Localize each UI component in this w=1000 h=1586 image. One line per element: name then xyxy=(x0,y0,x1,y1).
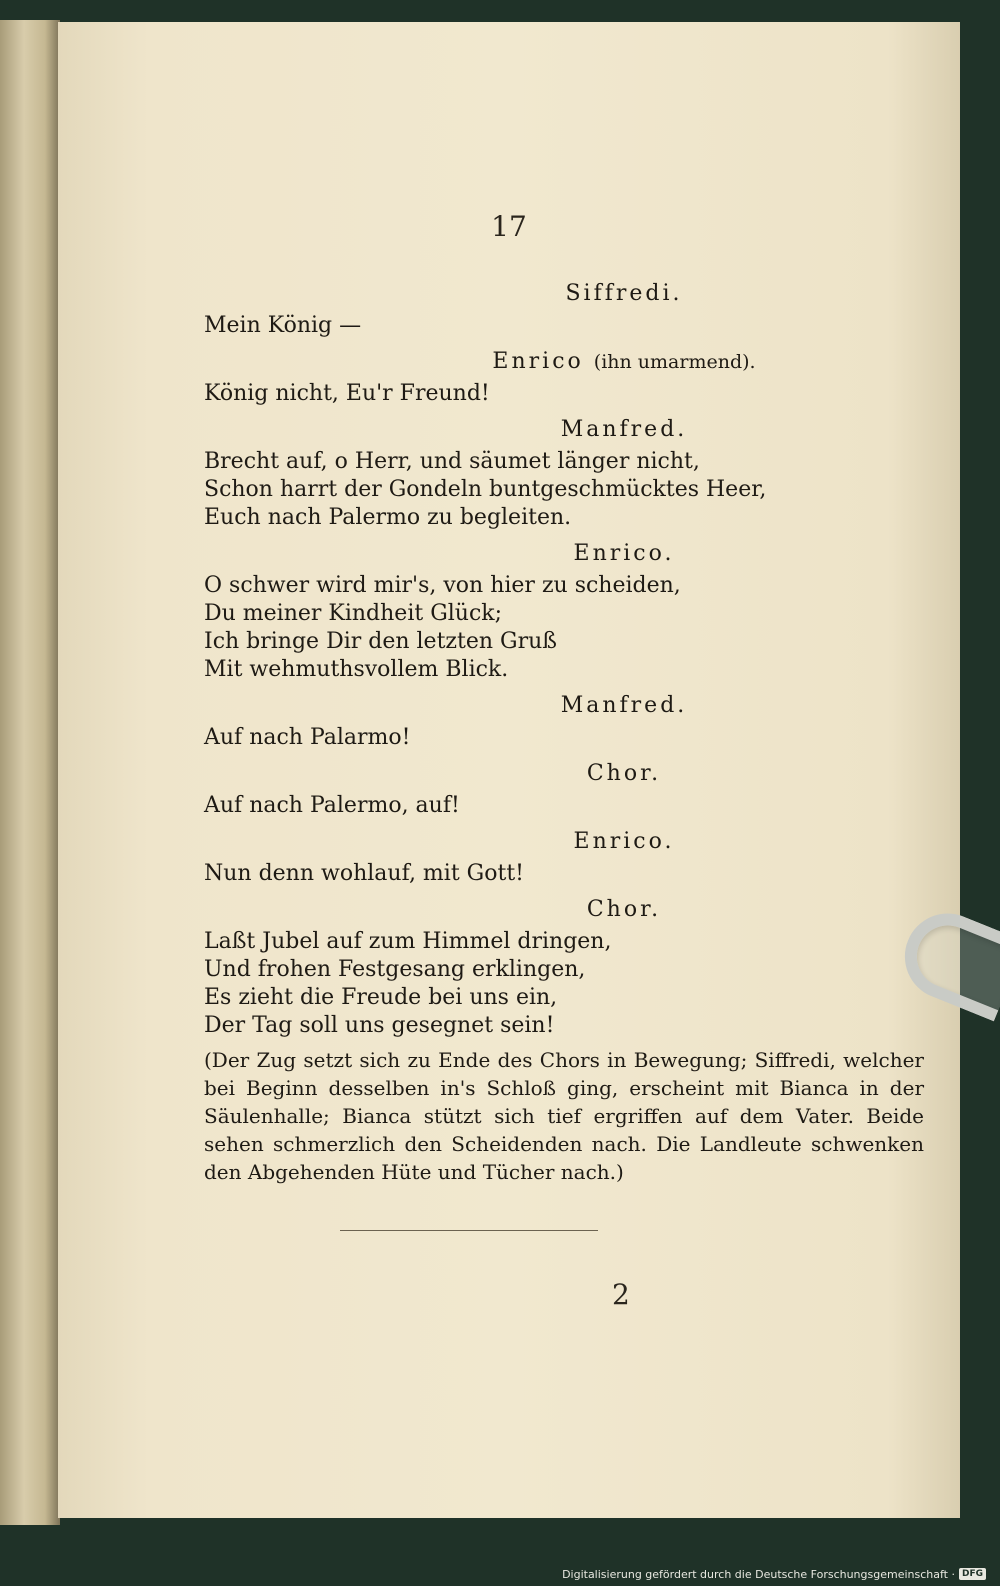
footer-text: Digitalisierung gefördert durch die Deutsche Forschungsgemeinschaft · xyxy=(562,1567,955,1581)
verse-line: Mein König — xyxy=(204,313,362,338)
speaker-label: Enrico xyxy=(492,349,584,374)
verse-line: Und frohen Festgesang erklingen, xyxy=(204,957,586,982)
speaker-name xyxy=(204,760,924,788)
verse-line: Du meiner Kindheit Glück; xyxy=(204,601,503,626)
verse-line: König nicht, Eu'r Freund! xyxy=(204,381,490,406)
verse-line: Euch nach Palermo zu begleiten. xyxy=(204,505,572,530)
speaker-label: Siffredi. xyxy=(565,281,683,306)
verse-line: Mit wehmuthsvollem Blick. xyxy=(204,657,509,682)
page-number: 17 xyxy=(491,210,527,243)
verse-line: Auf nach Palarmo! xyxy=(204,725,411,750)
stage-direction: (Der Zug setzt sich zu Ende des Chors in Bewegung; Siffredi, welcher bei Beginn desselben in's Schloß ging, erscheint mit Bianca in der Säulenhalle; Bianca stützt sich tief ergriffen auf dem Vater. Beide sehen schmerzlich den Scheidenden nach. Die Landleute schwenken den Abgehenden Hüte und Tücher nach.) xyxy=(204,1048,924,1184)
speaker-label: Chor. xyxy=(586,897,662,922)
speaker-label: Enrico. xyxy=(573,541,675,566)
speaker-label: Manfred. xyxy=(560,417,688,442)
verse-line: Der Tag soll uns gesegnet sein! xyxy=(204,1013,555,1038)
verse-line: Auf nach Palermo, auf! xyxy=(204,793,460,818)
verse-line: Laßt Jubel auf zum Himmel dringen, xyxy=(204,929,612,954)
speaker-name xyxy=(204,896,924,924)
signature-mark: 2 xyxy=(612,1278,630,1311)
speaker-label: Chor. xyxy=(586,761,662,786)
verse-line: Es zieht die Freude bei uns ein, xyxy=(204,985,558,1010)
speaker-label: Manfred. xyxy=(560,693,688,718)
end-rule xyxy=(340,1230,598,1231)
speaker-name xyxy=(204,540,924,568)
speaker-name xyxy=(204,280,924,308)
stage-direction-inline: (ihn umarmend). xyxy=(593,351,756,373)
verse-line: O schwer wird mir's, von hier zu scheiden, xyxy=(204,573,681,598)
book-page xyxy=(58,22,960,1518)
dfg-logo-icon: DFG xyxy=(959,1568,986,1580)
facing-page-edge xyxy=(0,20,60,1525)
footer xyxy=(562,1564,986,1584)
verse-line: Nun denn wohlauf, mit Gott! xyxy=(204,861,524,886)
speaker-label: Enrico. xyxy=(573,829,675,854)
verse-line: Schon harrt der Gondeln buntgeschmücktes Heer, xyxy=(204,477,767,502)
speaker-name xyxy=(204,348,924,376)
speaker-name xyxy=(204,828,924,856)
page-text xyxy=(204,272,924,1186)
speaker-name xyxy=(204,692,924,720)
speaker-name xyxy=(204,416,924,444)
verse-line: Brecht auf, o Herr, und säumet länger nicht, xyxy=(204,449,700,474)
verse-line: Ich bringe Dir den letzten Gruß xyxy=(204,629,557,654)
